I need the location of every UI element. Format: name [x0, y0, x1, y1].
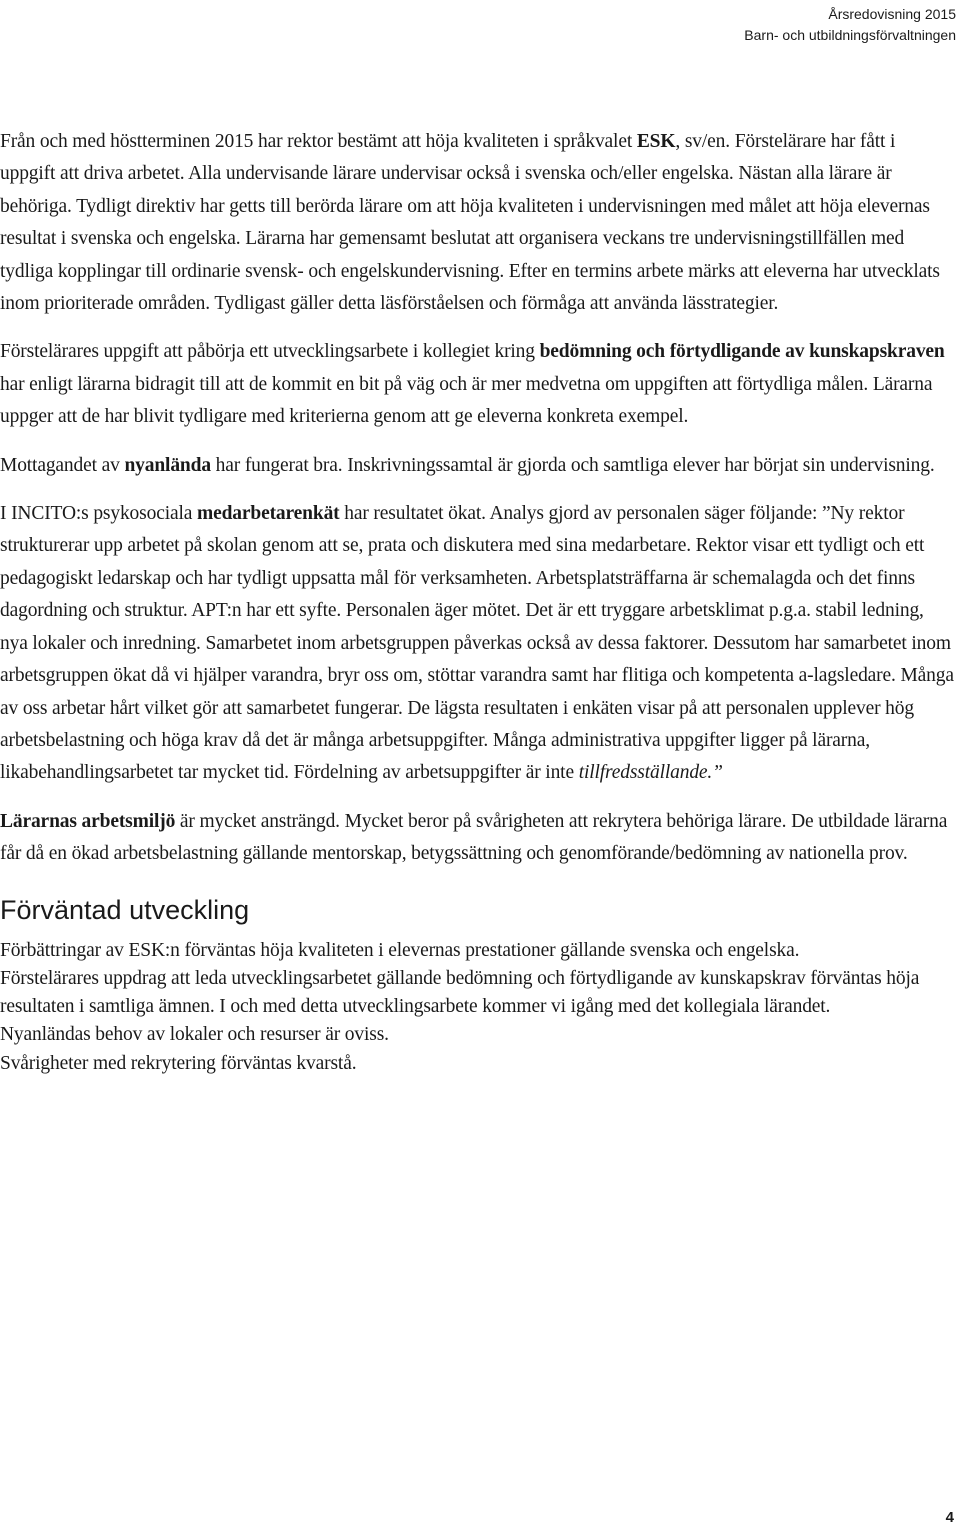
text-span: är mycket ansträngd. Mycket beror på svårigheten att rekrytera behöriga lärare. De utbildade lärarna får då en ökad arbetsbelastning gällande mentorskap, betygssättning och genomförande/bedömning av nationella prov.: [0, 810, 948, 865]
text-span: Mottagandet av: [0, 454, 125, 476]
bold-term: bedömning och förtydligande av kunskapskraven: [539, 341, 945, 363]
page-header: [556, 4, 956, 46]
page-number: 4: [945, 1509, 954, 1526]
text-span: Från och med höstterminen 2015 har rektor bestämt att höja kvaliteten i språkvalet: [0, 131, 637, 152]
list-item: Förbättringar av ESK:n förväntas höja kvaliteten i elevernas prestationer gällande svenska och engelska.: [0, 939, 800, 961]
bold-term: medarbetarenkät: [196, 503, 340, 525]
text-span: har resultatet ökat. Analys gjord av personalen säger följande: ”Ny rektor strukturerar upp arbetet på skolan genom att se, prata och diskutera med sina medarbetare. Rektor visar ett tydligt och ett pedagogiskt ledarskap och har tydligt uppsatta mål för verksamheten. Arbetsplatsträffarna är schemalagda och det finns dagordning och struktur. APT:n har ett syfte. Personalen äger mötet. Det är ett tryggare arbetsklimat p.g.a. stabil ledning, nya lokaler och inredning. Samarbetet inom arbetsgruppen påverkas också av dessa faktorer. Dessutom har samarbetet inom arbetsgruppen ökat då vi hjälper varandra, bryr oss om, stöttar varandra samt har flitiga och kompetenta a-lagsledare. Många av oss arbetar hårt vilket gör att samarbetet fungerar. De lägsta resultaten i enkäten visar på att personalen upplever hög arbetsbelastning och höga krav då det är många arbetsuppgifter. Många administrativa uppgifter ligger på lärarna, likabehandlingsarbetet tar mycket tid. Fördelning av arbetsuppgifter är inte: [0, 503, 954, 784]
text-span: , sv/en. Förstelärare har fått i uppgift att driva arbetet. Alla undervisande lärare undervisar också i svenska och/eller engelska. Nästan alla lärare är behöriga. Tydligt direktiv har getts till berörda lärare om att höja kvaliteten i undervisningen med målet att höja elevernas resultat i svenska och engelska. Lärarna har gemensamt beslutat att organisera veckans tre undervisningstillfällen med tydliga kopplingar till ordinarie svensk- och engelskundervisning. Efter en termins arbete märks att eleverna har utvecklats inom prioriterade områden. Tydligast gäller detta läsförståelsen och förmåga att använda lässtrategier.: [0, 131, 940, 315]
paragraph-esk: [0, 126, 954, 320]
text-span: har fungerat bra. Inskrivningssamtal är gjorda och samtliga elever har börjat sin undervisning.: [210, 454, 935, 476]
text-span: I INCITO:s psykosociala: [0, 503, 197, 525]
bold-term: ESK: [636, 131, 676, 152]
text-span: har enligt lärarna bidragit till att de kommit en bit på väg och är mer medvetna om uppgiften att förtydliga målen. Lärarna uppger att de har blivit tydligare med kriterierna genom att ge eleverna konkreta exempel.: [0, 373, 933, 428]
paragraph-assessment: [0, 336, 954, 433]
paragraph-newcomers: [0, 450, 954, 482]
bold-term: Lärarnas arbetsmiljö: [0, 810, 176, 832]
report-title: Årsredovisning 2015: [828, 6, 956, 22]
list-item: Svårigheter med rekrytering förväntas kvarstå.: [0, 1052, 357, 1074]
bold-term: nyanlända: [124, 454, 211, 476]
text-span: Förstelärares uppgift att påbörja ett utvecklingsarbete i kollegiet kring: [0, 341, 540, 363]
document-body: [0, 126, 954, 1078]
paragraph-work-environment: [0, 806, 954, 871]
section-heading: Förväntad utveckling: [0, 894, 250, 925]
paragraph-staff-survey: [0, 498, 954, 790]
department-name: Barn- och utbildningsförvaltningen: [744, 27, 956, 43]
expected-development-list: [0, 937, 954, 1078]
list-item: Nyanländas behov av lokaler och resurser är oviss.: [0, 1024, 389, 1046]
list-item: Förstelärares uppdrag att leda utvecklingsarbetet gällande bedömning och förtydligande av kunskapskrav förväntas höja resultaten i samtliga ämnen. I och med detta utvecklingsarbete kommer vi igång med det kollegiala lärandet.: [0, 967, 920, 1018]
italic-text: tillfredsställande.”: [578, 762, 723, 784]
